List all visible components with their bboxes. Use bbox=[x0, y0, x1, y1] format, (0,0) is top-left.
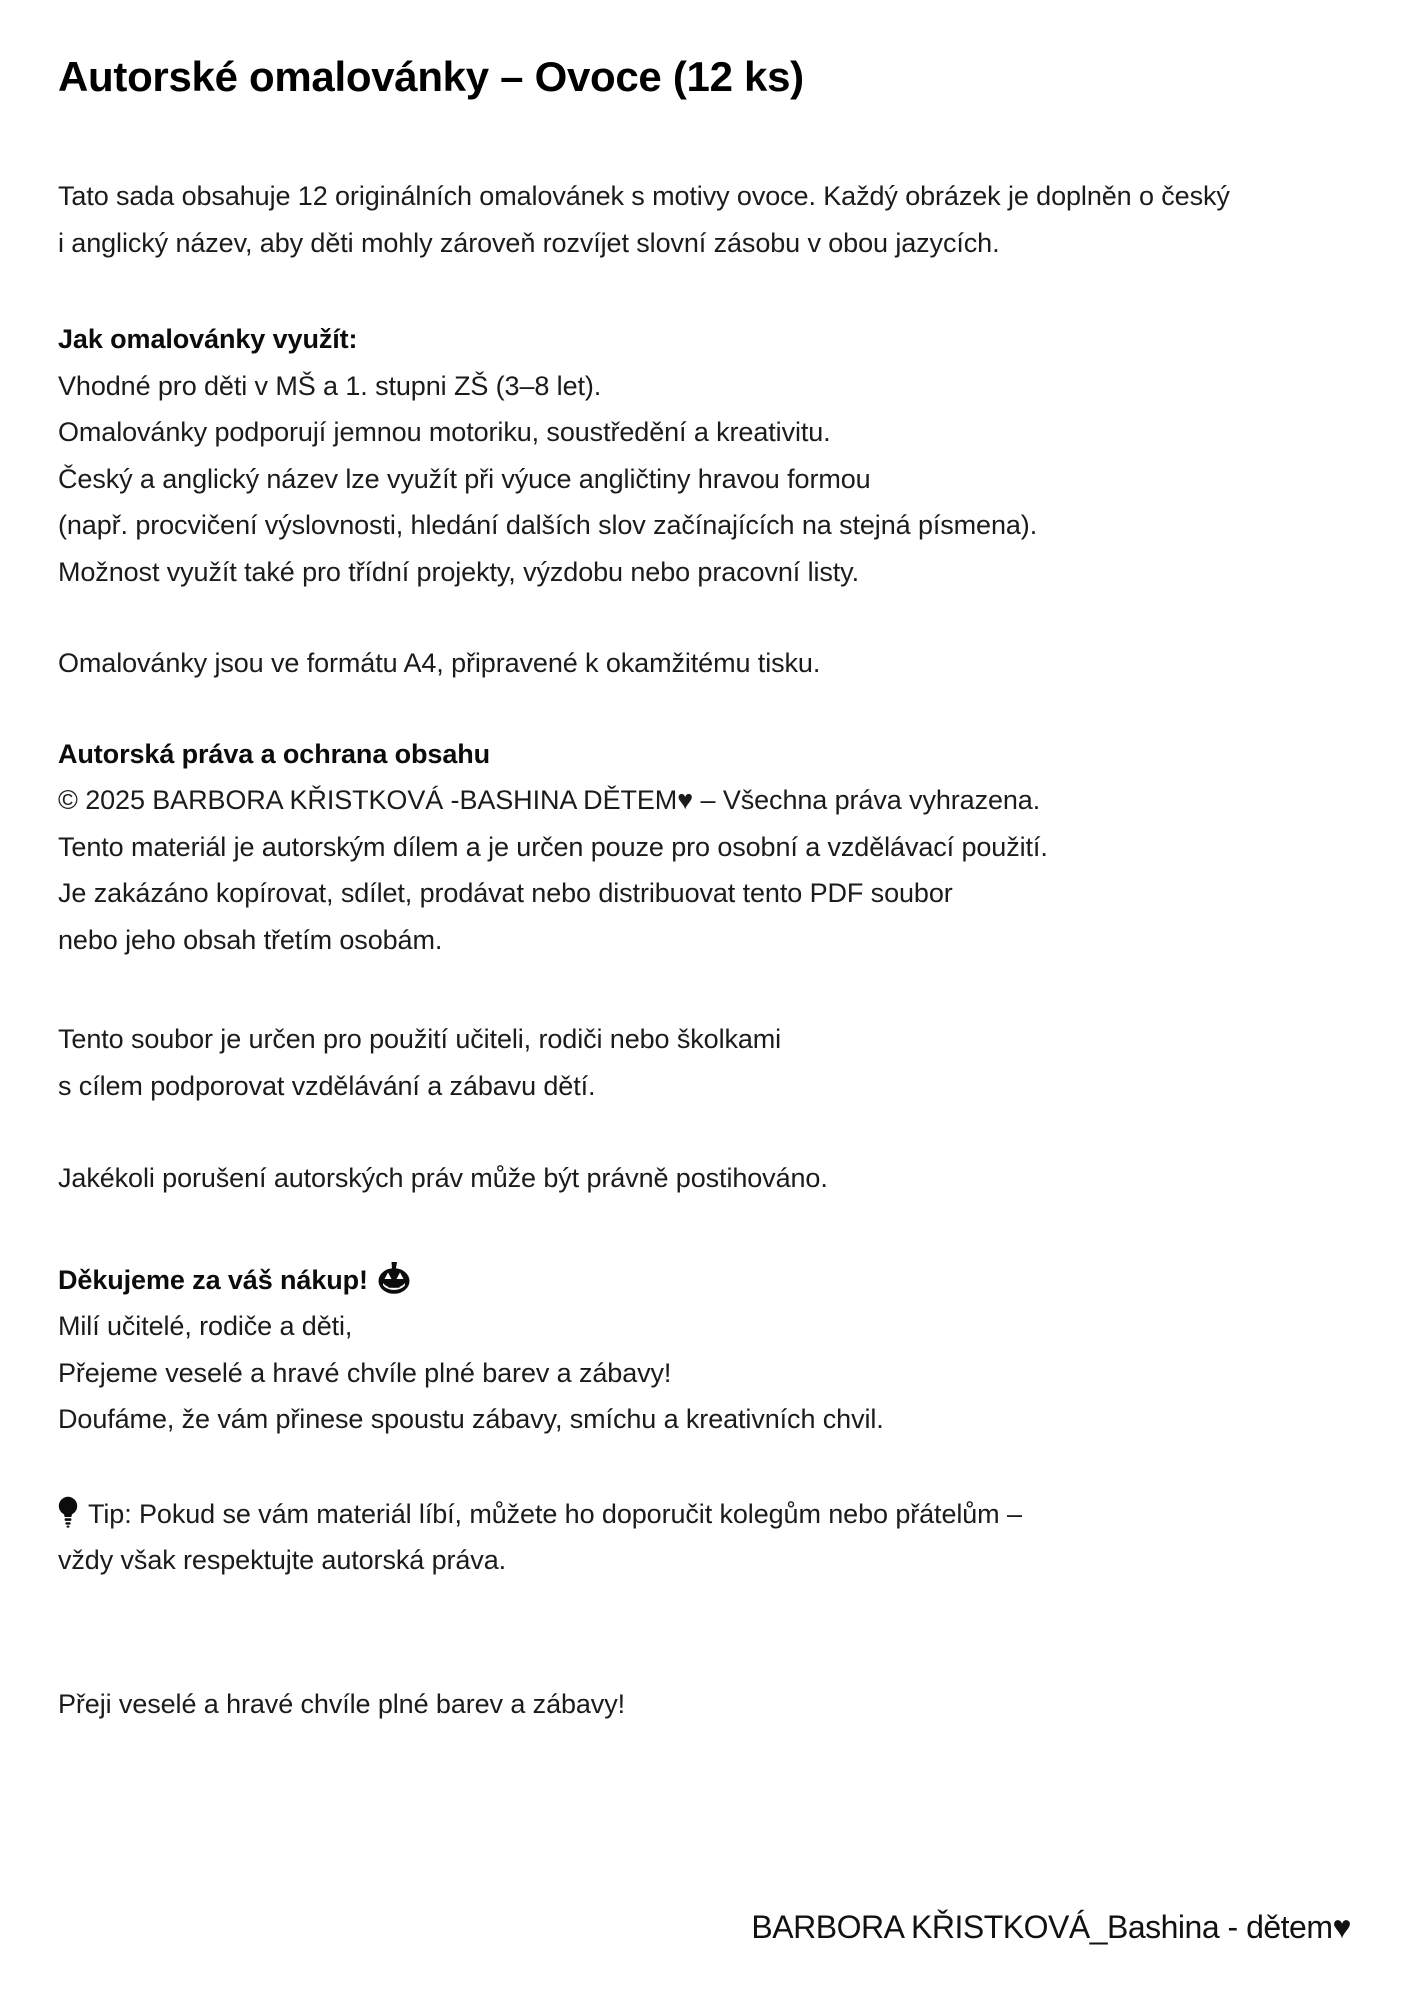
thanks-heading: Děkujeme za váš nákup! bbox=[58, 1264, 368, 1295]
purpose-paragraph bbox=[58, 1016, 1374, 1109]
text-line: Český a anglický název lze využít při výuce angličtiny hravou formou bbox=[58, 463, 871, 494]
text-line: Tato sada obsahuje 12 originálních omalovánek s motivy ovoce. Každý obrázek je doplněn o český bbox=[58, 181, 1230, 211]
text-line: Tento soubor je určen pro použití učiteli, rodiči nebo školkami bbox=[58, 1024, 782, 1054]
text-line: Jakékoli porušení autorských práv může být právně postihováno. bbox=[58, 1163, 828, 1193]
text-line: Vhodné pro děti v MŠ a 1. stupni ZŠ (3–8 let). bbox=[58, 370, 602, 401]
text-line: © 2025 BARBORA KŘISTKOVÁ -BASHINA DĚTEM♥ – Všechna práva vyhrazena. bbox=[58, 785, 1041, 815]
text-line: Možnost využít také pro třídní projekty, výzdobu nebo pracovní listy. bbox=[58, 556, 859, 587]
text-line: Milí učitelé, rodiče a děti, bbox=[58, 1311, 353, 1341]
text-line: vždy však respektujte autorská práva. bbox=[58, 1545, 507, 1575]
text-line: i anglický název, aby děti mohly zároveň rozvíjet slovní zásobu v obou jazycích. bbox=[58, 227, 1000, 258]
closing-paragraph bbox=[58, 1681, 1374, 1728]
intro-paragraph bbox=[58, 173, 1374, 266]
text-line: s cílem podporovat vzdělávání a zábavu dětí. bbox=[58, 1070, 596, 1101]
format-paragraph bbox=[58, 640, 1374, 687]
text-line: Tento materiál je autorským dílem a je určen pouze pro osobní a vzdělávací použití. bbox=[58, 831, 1048, 862]
text-line: Omalovánky jsou ve formátu A4, připravené k okamžitému tisku. bbox=[58, 648, 821, 678]
text-line: Přeji veselé a hravé chvíle plné barev a zábavy! bbox=[58, 1688, 626, 1719]
page-title: Autorské omalovánky – Ovoce (12 ks) bbox=[58, 53, 804, 100]
text-line: Omalovánky podporují jemnou motoriku, soustředění a kreativitu. bbox=[58, 417, 831, 447]
tip-section bbox=[58, 1491, 1374, 1584]
thanks-heading-line bbox=[58, 1257, 1374, 1304]
footer-credit: BARBORA KŘISTKOVÁ_Bashina - dětem♥ bbox=[751, 1909, 1351, 1945]
pumpkin-icon bbox=[377, 1262, 411, 1294]
thanks-section bbox=[58, 1257, 1374, 1443]
warning-paragraph bbox=[58, 1155, 1374, 1202]
usage-heading: Jak omalovánky využít: bbox=[58, 324, 358, 354]
tip-line bbox=[58, 1491, 1374, 1538]
text-line: (např. procvičení výslovnosti, hledání dalších slov začínajících na stejná písmena). bbox=[58, 510, 1038, 540]
text-line: Je zakázáno kopírovat, sdílet, prodávat nebo distribuovat tento PDF soubor bbox=[58, 878, 953, 908]
tip-text: Tip: Pokud se vám materiál líbí, můžete ho doporučit kolegům nebo přátelům – bbox=[88, 1498, 1022, 1529]
lightbulb-icon bbox=[58, 1496, 78, 1528]
copyright-section bbox=[58, 731, 1374, 964]
copyright-heading: Autorská práva a ochrana obsahu bbox=[58, 738, 491, 769]
text-line: nebo jeho obsah třetím osobám. bbox=[58, 924, 443, 955]
text-line: Přejeme veselé a hravé chvíle plné barev a zábavy! bbox=[58, 1357, 672, 1388]
text-line: Doufáme, že vám přinese spoustu zábavy, smíchu a kreativních chvil. bbox=[58, 1404, 884, 1434]
usage-section bbox=[58, 316, 1374, 595]
